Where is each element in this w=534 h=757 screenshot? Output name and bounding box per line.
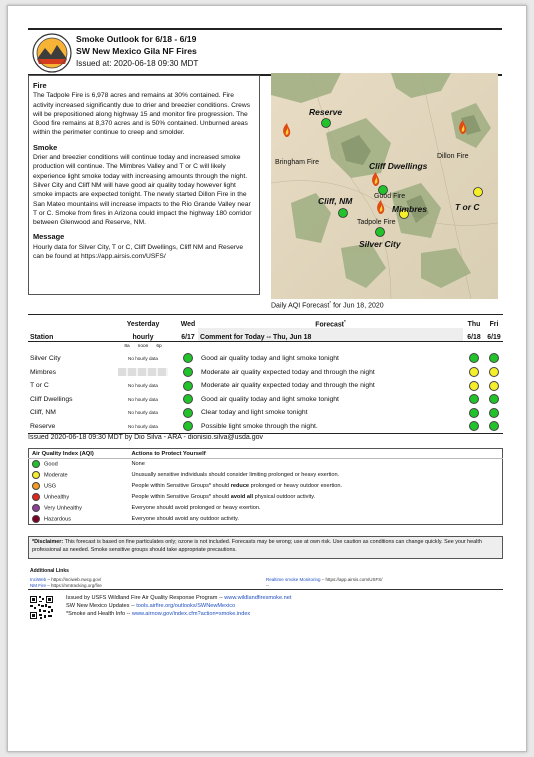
aqi-action: Unusually sensitive individuals should consider limiting prolonged or heavy exertion. xyxy=(131,472,340,478)
aqi-category-label: Hazardous xyxy=(44,516,72,523)
aqi-action: People within Sensitive Groups* should avoid all physical outdoor activity. xyxy=(131,494,316,500)
forecast-comment: Good air quality today and light smoke tonight xyxy=(198,352,463,366)
thu-aqi-dot xyxy=(469,394,479,404)
station-name: Cliff Dwellings xyxy=(30,395,73,403)
wed-aqi-dot xyxy=(183,381,193,391)
thu-aqi-dot xyxy=(469,353,479,363)
forecast-row xyxy=(28,392,503,406)
link-nm-fire[interactable]: NM Fire – https://nmtracking.org/fire xyxy=(30,583,102,588)
narrative-box xyxy=(28,75,260,295)
head-forecast: Forecast* xyxy=(315,318,346,329)
fri-aqi-dot xyxy=(489,408,499,418)
head-yesterday: Yesterday xyxy=(126,321,160,329)
link-placeholder: -- xyxy=(266,583,269,588)
aqi-category-label: Very Unhealthy xyxy=(44,505,82,512)
message-text: Hourly data for Silver City, T or C, Cliff Dwellings, Cliff NM and Reserve can be found at https://app.airsis.com/USFS/ xyxy=(33,243,244,261)
hourly-status: No hourly data xyxy=(128,383,158,389)
aqi-head-index: Air Quality Index (AQI) xyxy=(29,449,129,459)
map-label-cliff-dwellings: Cliff Dwellings xyxy=(369,161,428,171)
disclaimer: *Disclaimer: This forecast is based on fine particulates only; ozone is not included. Forecasts may be wrong; use at own risk. Use caution as conditions can change quickly. See your health professional as needed. Smoke sensitive groups should take appropriate precautions. xyxy=(28,536,503,559)
station-name: Mimbres xyxy=(30,368,57,376)
forecast-header-row-1 xyxy=(28,315,503,329)
forecast-row xyxy=(28,420,503,434)
wed-aqi-dot xyxy=(183,421,193,431)
fri-aqi-dot xyxy=(489,367,499,377)
footer-updates: SW New Mexico Updates -- tools.airfire.org/outlooks/SWNewMexico xyxy=(66,603,236,609)
map-label-t-or-c: T or C xyxy=(455,202,480,212)
message-heading: Message xyxy=(33,232,65,242)
aqi-action: None xyxy=(131,461,145,468)
hour-axis-row xyxy=(28,342,503,352)
map-label-cliff-nm: Cliff, NM xyxy=(318,196,353,206)
aqi-category-label: Moderate xyxy=(44,472,68,479)
forecast-comment: Moderate air quality expected today and through the night xyxy=(198,365,463,379)
station-name: Reserve xyxy=(30,422,56,430)
aqi-action: Everyone should avoid prolonged or heavy exertion. xyxy=(131,505,261,511)
footer-divider xyxy=(28,589,503,590)
head-hourly: hourly xyxy=(132,334,154,342)
footer-health-info: *Smoke and Health Info -- www.airnow.gov/index.cfm?action=smoke.index xyxy=(66,611,251,617)
header xyxy=(28,28,502,76)
fire-heading: Fire xyxy=(33,81,47,90)
hour-noon: noon xyxy=(137,344,149,350)
head-wed: Wed xyxy=(180,321,196,329)
head-date-fri: 6/19 xyxy=(487,334,501,342)
thu-aqi-dot xyxy=(469,408,479,418)
forecast-table xyxy=(28,314,503,434)
forecast-comment: Clear today and light smoke tonight xyxy=(198,406,463,420)
aqi-head-actions: Actions to Protect Yourself xyxy=(129,449,503,459)
aqi-legend-table xyxy=(28,448,503,525)
footer-link-wildlandfiresmoke[interactable]: www.wildlandfiresmoke.net xyxy=(224,595,292,601)
outlook-page xyxy=(7,5,527,752)
aqi-color-dot xyxy=(32,493,40,501)
wed-aqi-dot xyxy=(183,353,193,363)
hourly-status: No hourly data xyxy=(128,355,158,361)
fri-aqi-dot xyxy=(489,353,499,363)
forecast-comment: Moderate air quality expected today and through the night xyxy=(198,379,463,393)
forecast-comment: Possible light smoke through the night. xyxy=(198,420,463,434)
forecast-row xyxy=(28,406,503,420)
map-label-silver-city: Silver City xyxy=(359,239,401,249)
aqi-legend-row xyxy=(29,503,503,514)
map-caption: Daily AQI Forecast* for Jun 18, 2020 xyxy=(271,300,384,310)
aqi-legend-row xyxy=(29,470,503,481)
map-label-dillon-fire: Dillon Fire xyxy=(437,153,469,160)
issued-timestamp: Issued at: 2020-06-18 09:30 MDT xyxy=(76,59,199,68)
aqi-category-label: Good xyxy=(44,461,58,468)
fri-aqi-dot xyxy=(489,421,499,431)
aqi-color-dot xyxy=(32,482,40,490)
aqi-category-label: Unhealthy xyxy=(44,494,70,501)
footer-link-airnow[interactable]: www.airnow.gov/index.cfm?action=smoke.index xyxy=(131,611,251,617)
fire-text: The Tadpole Fire is 6,978 acres and remains at 30% contained. Fire activity increased significantly due to drier and breezier conditions. Crews will be prepositioned along highway 15 and monitor fire progression. The Good fire remains at 8,370 acres and is 50% contained. Unburned areas within the perimeter continue to creep and smolder. xyxy=(33,92,251,137)
station-name: Silver City xyxy=(30,354,61,362)
additional-links-title: Additional Links xyxy=(30,568,69,574)
agency-logo-icon xyxy=(32,33,72,73)
outlook-region: SW New Mexico Gila NF Fires xyxy=(76,46,197,56)
aqi-legend-header xyxy=(29,449,503,459)
station-name: Cliff, NM xyxy=(30,409,56,417)
aqi-legend-row xyxy=(29,514,503,525)
hourly-status: No hourly data xyxy=(128,410,158,416)
head-fri: Fri xyxy=(489,321,499,329)
aqi-color-dot xyxy=(32,504,40,512)
aqi-legend-row xyxy=(29,492,503,503)
head-station: Station xyxy=(30,334,54,342)
station-name: T or C xyxy=(30,382,49,390)
hourly-bar xyxy=(118,368,168,376)
map-station-silver-city xyxy=(376,228,385,237)
aqi-color-dot xyxy=(32,471,40,479)
forecast-header-row-2 xyxy=(28,328,503,342)
wed-aqi-dot xyxy=(183,394,193,404)
map-label-reserve: Reserve xyxy=(309,107,343,117)
head-date-wed: 6/17 xyxy=(181,334,195,342)
map-label-good-fire: Good Fire xyxy=(374,193,406,200)
aqi-action: Everyone should avoid any outdoor activity. xyxy=(131,515,239,522)
fri-aqi-dot xyxy=(489,394,499,404)
thu-aqi-dot xyxy=(469,381,479,391)
smoke-text: Drier and breezier conditions will continue today and increased smoke production will continue. The Mimbres Valley and T or C will likely experience light smoke today with increasing amounts through the night. Silver City and Cliff NM will have good air quality today however light smoke impacts are expected tonight. The newly started Dillon Fire in the San Mateo mountains will increase impacts to the Rio Grande Valley near T or C. Smoke from fires in Arizona could impact the highway 180 corridor between Glenwood and Reserve, NM. xyxy=(33,154,252,227)
aqi-color-dot xyxy=(32,460,40,468)
aqi-action: People within Sensitive Groups* should reduce prolonged or heavy outdoor exertion. xyxy=(131,483,343,489)
aqi-forecast-map xyxy=(271,73,498,299)
hourly-status: No hourly data xyxy=(128,396,158,402)
map-station-reserve xyxy=(322,119,331,128)
thu-aqi-dot xyxy=(469,421,479,431)
forecast-row xyxy=(28,379,503,393)
footer-program: Issued by USFS Wildland Fire Air Quality Response Program -- www.wildlandfiresmoke.net xyxy=(66,595,292,601)
link-inciweb[interactable]: InciWeb – https://inciweb.nwcg.gov/ xyxy=(30,577,102,582)
hour-8a: 8a xyxy=(124,344,130,350)
footer-link-outlooks[interactable]: tools.airfire.org/outlooks/SWNewMexico xyxy=(136,603,236,609)
aqi-legend-row xyxy=(29,481,503,492)
hourly-status: No hourly data xyxy=(128,423,158,429)
head-thu: Thu xyxy=(467,321,481,329)
smoke-heading: Smoke xyxy=(33,142,58,152)
forecast-row xyxy=(28,352,503,366)
thu-aqi-dot xyxy=(469,367,479,377)
map-label-bringham-fire: Bringham Fire xyxy=(275,159,319,166)
aqi-color-dot xyxy=(32,515,40,523)
outlook-title: Smoke Outlook for 6/18 - 6/19 xyxy=(76,34,197,44)
qr-code-icon xyxy=(29,595,54,620)
head-date-thu: 6/18 xyxy=(467,334,481,342)
map-station-t-or-c xyxy=(474,188,483,197)
fri-aqi-dot xyxy=(489,381,499,391)
map-label-tadpole-fire: Tadpole Fire xyxy=(357,219,396,226)
head-comment: Comment for Today -- Thu, Jun 18 xyxy=(198,328,463,342)
aqi-legend-row xyxy=(29,459,503,470)
map-label-mimbres: Mimbres xyxy=(392,204,427,214)
issued-by: Issued 2020-06-18 09:30 MDT by Dio Silva - ARA - dionisio.silva@usda.gov xyxy=(28,434,263,441)
hour-6p: 6p xyxy=(156,344,162,350)
link-realtime-monitoring[interactable]: Realtime smoke Monitoring – https://app.airsis.com/USFS/ xyxy=(266,577,383,582)
forecast-row xyxy=(28,365,503,379)
forecast-comment: Good air quality today and light smoke tonight xyxy=(198,392,463,406)
map-station-cliff-nm xyxy=(339,209,348,218)
aqi-category-label: USG xyxy=(44,483,57,490)
wed-aqi-dot xyxy=(183,408,193,418)
wed-aqi-dot xyxy=(183,367,193,377)
